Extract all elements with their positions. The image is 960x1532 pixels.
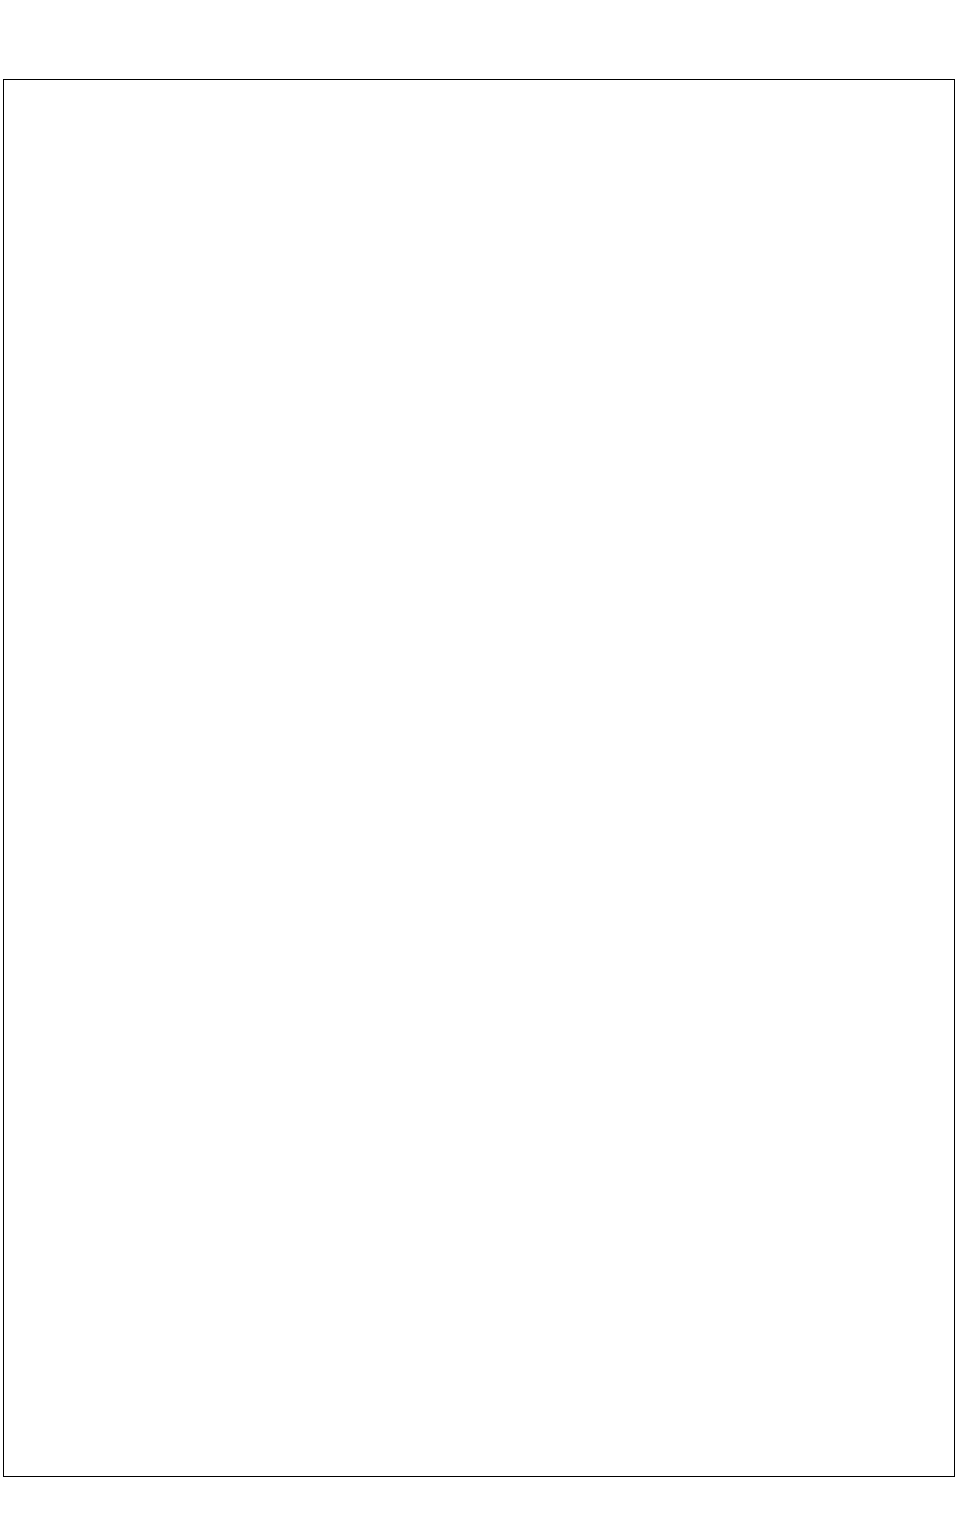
data-table-frame xyxy=(3,79,955,1477)
